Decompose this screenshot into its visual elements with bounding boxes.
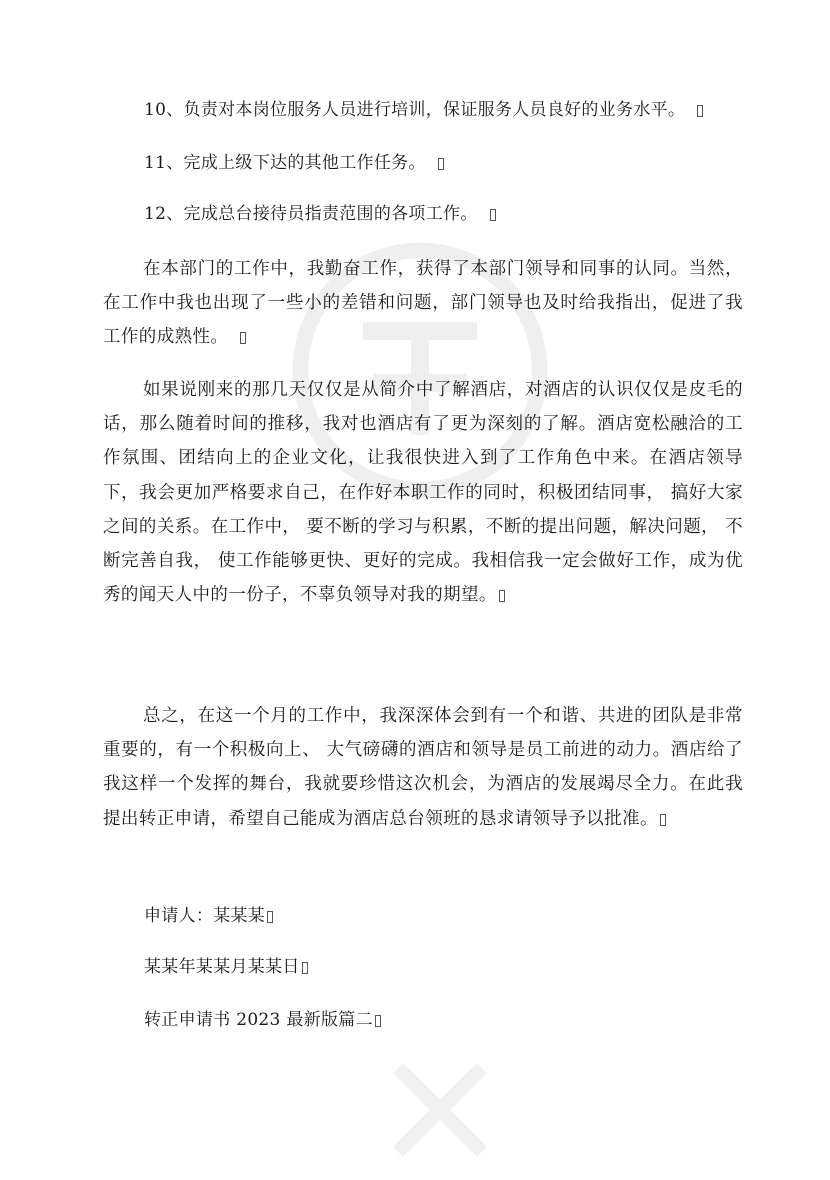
list-item xyxy=(144,100,703,120)
paragraph-mark-icon xyxy=(375,1015,381,1027)
list-item-text: 12、完成总台接待员指责范围的各项工作。 xyxy=(144,204,478,224)
applicant-line xyxy=(144,906,273,926)
applicant-text: 申请人：某某某 xyxy=(144,906,266,926)
list-item-text: 10、负责对本岗位服务人员进行培训，保证服务人员良好的业务水平。 xyxy=(144,100,686,120)
list-item xyxy=(144,204,496,224)
paragraph xyxy=(103,699,743,836)
list-item xyxy=(144,153,444,173)
paragraph-mark-icon xyxy=(490,209,496,221)
next-section-title xyxy=(144,1010,381,1030)
paragraph-mark-icon xyxy=(267,911,273,923)
list-item-text: 11、完成上级下达的其他工作任务。 xyxy=(144,153,426,173)
paragraph-mark-icon xyxy=(499,590,505,602)
paragraph-mark-icon xyxy=(438,158,444,170)
date-text: 某某年某某月某某日 xyxy=(144,957,300,977)
paragraph-text: 总之，在这一个月的工作中，我深深体会到有一个和谐、共进的团队是非常重要的，有一个积极向上、 大气磅礴的酒店和领导是员工前进的动力。酒店给了我这样一个发挥的舞台，我就要珍惜这次机会，为酒店的发展竭尽全力。在此我提出转正申请，希望自己能成为酒店总台领班的恳求请领导予以批准。 xyxy=(103,706,743,829)
paragraph-mark-icon xyxy=(697,105,703,117)
paragraph xyxy=(103,373,743,612)
paragraph xyxy=(103,252,743,355)
paragraph-text: 在本部门的工作中，我勤奋工作，获得了本部门领导和同事的认同。当然，在工作中我也出现了一些小的差错和问题，部门领导也及时给我指出，促进了我工作的成熟性。 xyxy=(103,259,743,348)
paragraph-text: 如果说刚来的那几天仅仅是从简介中了解酒店，对酒店的认识仅仅是皮毛的话，那么随着时间的推移，我对也酒店有了更为深刻的了解。酒店宽松融洽的工作氛围、团结向上的企业文化，让我很快进入到了工作角色中来。在酒店领导下，我会更加严格要求自己，在作好本职工作的同时，积极团结同事， 搞好大家之间的关系。在工作中， 要不断的学习与积累，不断的提出问题，解决问题， 不断完善自我， 使工作能够更快、更好的完成。我相信我一定会做好工作，成为优秀的闻天人中的一份子，不辜负领导对我的期望。 xyxy=(103,380,743,606)
paragraph-mark-icon xyxy=(660,814,666,826)
date-line xyxy=(144,957,308,977)
paragraph-mark-icon xyxy=(302,962,308,974)
next-section-title-text: 转正申请书 2023 最新版篇二 xyxy=(144,1010,373,1030)
watermark-icon xyxy=(360,1040,520,1180)
paragraph-mark-icon xyxy=(240,332,246,344)
